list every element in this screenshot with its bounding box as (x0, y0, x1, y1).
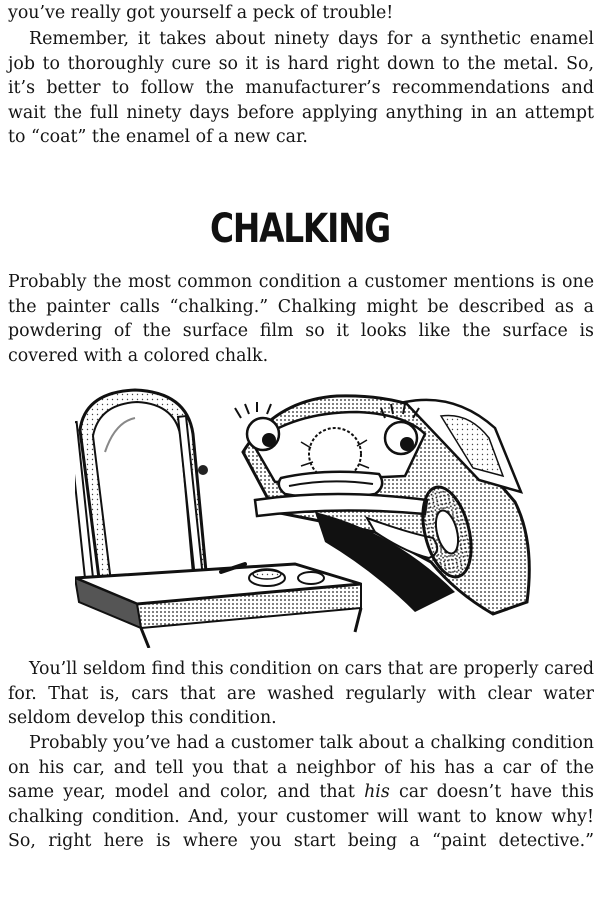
chalking-intro-paragraph: Probably the most common condition a customer mentions is one the painter calls “chalking.” Chalking might be described as a powdering of the surface film so it looks like the surface is covered with a colored chalk. (8, 272, 594, 366)
section-heading: CHALKING (210, 206, 390, 252)
continued-paragraph-line: you’ve really got yourself a peck of trouble! (8, 3, 394, 23)
cartoon-car-powdering-at-vanity-illustration (75, 382, 537, 648)
paint-detective-paragraph (8, 731, 594, 879)
curing-paragraph: Remember, it takes about ninety days for a synthetic enamel job to thoroughly cure so it is hard right down to the metal. So, it’s better to follow the manufacturer’s recommendations and wait the full ninety days before applying anything in an attempt to “coat” the enamel of a new car. (8, 29, 594, 148)
paint-detective-text-a: Probably you’ve had a customer talk about a chalking condition on his car, and tell you that a neighbor of his has a car of the same year, model and color, and that (8, 733, 594, 803)
emphasized-word: his (364, 782, 390, 803)
proper-care-paragraph: You’ll seldom find this condition on cars that are properly cared for. That is, cars that are washed regularly with clear water seldom develop this condition. (8, 659, 594, 729)
paint-detective-text-b: car doesn’t have this chalking condition. And, your customer will want to know why! So, right here is where you start being a “paint detective.” (8, 782, 594, 852)
